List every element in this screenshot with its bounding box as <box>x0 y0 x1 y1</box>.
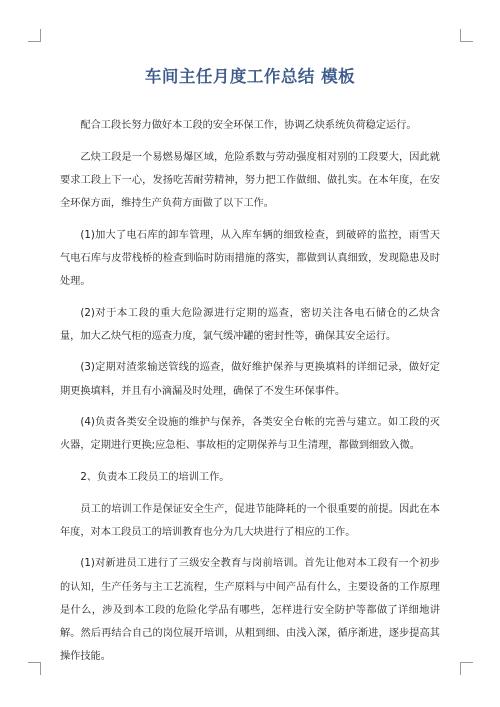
document-title: 车间主任月度工作总结 模板 <box>144 67 356 86</box>
paragraph-item-3: (3)定期对渣浆输送管线的巡查，做好维护保养与更换填料的详细记录，做好定期更换填料，并且有小滴漏及时处理，确保了不发生环保事件。 <box>60 362 440 397</box>
paragraph-overview: 乙炔工段是一个易燃易爆区域，危险系数与劳动强度相对别的工段要大，因此就要求工段上下一心，发扬吃苦耐劳精神，努力把工作做细、做扎实。在本年度，在安全环保方面，维持生产负荷方面做了以下工作。 <box>60 151 440 209</box>
paragraph-intro: 配合工段长努力做好本工段的安全环保工作，协调乙炔系统负荷稳定运行。 <box>80 120 417 131</box>
paragraph-item-4: (4)负责各类安全设施的维护与保养，各类安全台帐的完善与建立。如工段的灭火器，定期进行更换;应急柜、事故柜的定期保养与卫生清理，都做到细致入微。 <box>60 417 440 452</box>
crop-mark-top-left <box>28 29 41 42</box>
crop-mark-bottom-right <box>460 662 473 675</box>
paragraph-training-intro: 员工的培训工作是保证安全生产，促进节能降耗的一个很重要的前提。因此在本年度，对本工段员工的培训教育也分为几大块进行了相应的工作。 <box>60 503 440 538</box>
paragraph-item-2: (2)对于本工段的重大危险源进行定期的巡查，密切关注各电石储仓的乙炔含量，加大乙炔气柜的巡查力度，氯气缓冲罐的密封性等，确保其安全运行。 <box>60 307 440 342</box>
section-heading-training: 2、负责本工段员工的培训工作。 <box>80 471 230 483</box>
paragraph-item-1: (1)加大了电石库的卸车管理，从入库车辆的细致检查，到破碎的监控，雨雪天气电石库与皮带栈桥的检查到临时防雨措施的落实，都做到认真细致，发现隐患及时处理。 <box>60 229 440 287</box>
crop-mark-top-right <box>460 29 473 42</box>
crop-mark-bottom-left <box>28 662 41 675</box>
paragraph-training-item-1: (1)对新进员工进行了三级安全教育与岗前培训。首先让他对本工段有一个初步的认知，生产任务与主工艺流程，生产原料与中间产品有什么，主要设备的工作原理是什么，涉及到本工段的危险化学品有哪些，怎样进行安全防护等都做了详细地讲解。然后再结合自己的岗位展开培训，从粗到细、由浅入深，循序渐进，逐步提高其操作技能。 <box>60 558 440 663</box>
document-body <box>60 114 440 677</box>
